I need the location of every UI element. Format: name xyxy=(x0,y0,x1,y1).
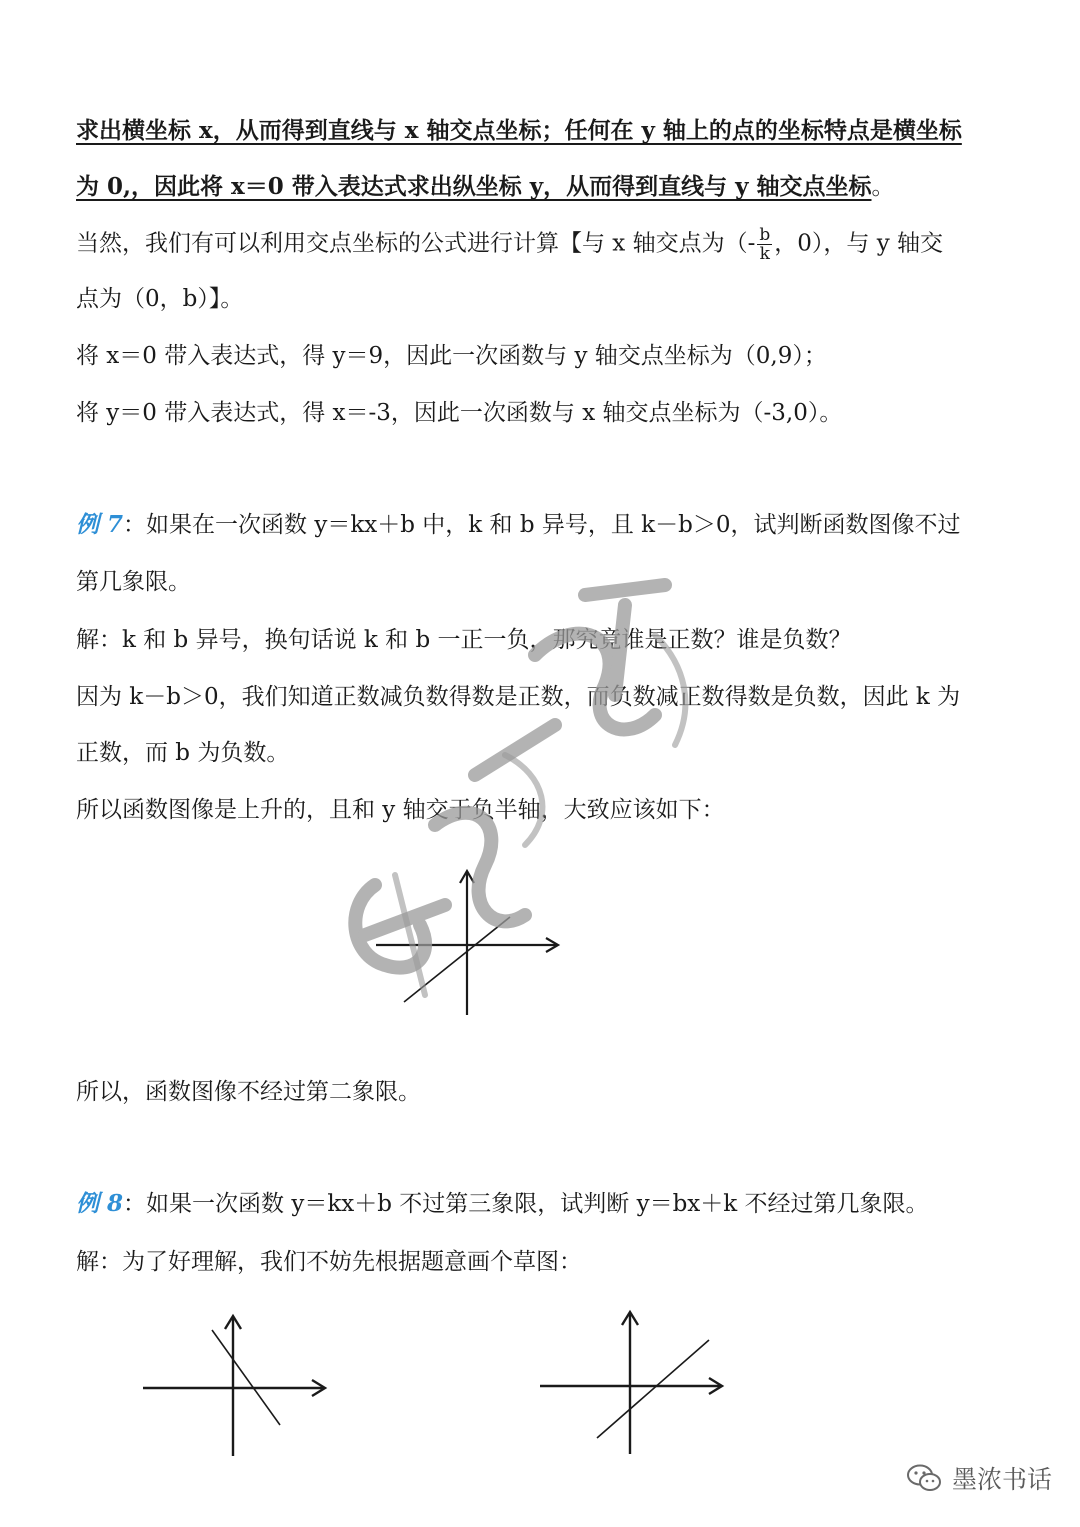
example7-line-1: ：如果在一次函数 y＝kx＋b 中，k 和 b 异号，且 k－b＞0，试判断函数图像不过 xyxy=(123,512,961,538)
example7-conclusion: 所以，函数图像不经过第二象限。 xyxy=(76,1079,421,1105)
example7-line-3: 解：k 和 b 异号，换句话说 k 和 b 一正一负，那究竟谁是正数？谁是负数？ xyxy=(76,627,852,653)
example8-label: 例 8 xyxy=(76,1190,124,1217)
intro-line-3-start: 当然，我们有可以利用交点坐标的公式进行计算【与 x 轴交点为（- xyxy=(76,230,756,257)
footer-account-name: 墨浓书话 xyxy=(951,1465,1052,1494)
function-line xyxy=(212,1330,280,1425)
intro-line-3 xyxy=(76,226,943,263)
example7-line-4: 因为 k－b＞0，我们知道正数减负数得数是正数，而负数减正数得数是负数，因此 k 为 xyxy=(76,684,961,710)
example8-question xyxy=(76,1189,929,1219)
example8-line-1: ：如果一次函数 y＝kx＋b 不过第三象限，试判断 y＝bx＋k 不经过第几象限。 xyxy=(123,1191,929,1217)
function-line xyxy=(597,1340,709,1438)
intro-line-6: 将 y＝0 带入表达式，得 x＝-3，因此一次函数与 x 轴交点坐标为（-3,0）。 xyxy=(76,400,843,426)
example7-sketch xyxy=(370,865,570,1020)
wechat-icon xyxy=(906,1463,942,1493)
intro-line-2 xyxy=(76,172,895,202)
intro-line-2-text: 为 0,，因此将 x＝0 带入表达式求出纵坐标 y，从而得到直线与 y 轴交点坐标 xyxy=(76,173,872,200)
fraction-denominator: k xyxy=(759,244,770,264)
fraction-numerator: b xyxy=(759,225,771,245)
intro-line-1: 求出横坐标 x，从而得到直线与 x 轴交点坐标；任何在 y 轴上的点的坐标特点是横坐标 xyxy=(76,117,962,144)
intro-line-5: 将 x＝0 带入表达式，得 y＝9，因此一次函数与 y 轴交点坐标为（0,9）； xyxy=(76,343,827,369)
example7-line-6: 所以函数图像是上升的，且和 y 轴交于负半轴，大致应该如下： xyxy=(76,797,725,823)
example8-line-2: 解：为了好理解，我们不妨先根据题意画个草图： xyxy=(76,1249,582,1275)
example7-label: 例 7 xyxy=(76,511,124,538)
example7-line-2: 第几象限。 xyxy=(76,569,191,595)
example8-sketch-right xyxy=(537,1308,737,1458)
intro-line-2-end: 。 xyxy=(871,174,895,200)
function-line xyxy=(404,917,510,1002)
intro-line-3-end: ，0），与 y 轴交 xyxy=(774,230,944,257)
example8-sketch-left xyxy=(140,1310,340,1460)
intro-line-4: 点为（0，b）】。 xyxy=(76,286,244,312)
footer-account-badge[interactable] xyxy=(906,1460,1052,1496)
example7-question xyxy=(76,510,960,540)
fraction-b-over-k xyxy=(757,226,772,263)
example7-line-5: 正数，而 b 为负数。 xyxy=(76,740,290,766)
watermark-text: 墨浓书话 xyxy=(325,575,329,576)
